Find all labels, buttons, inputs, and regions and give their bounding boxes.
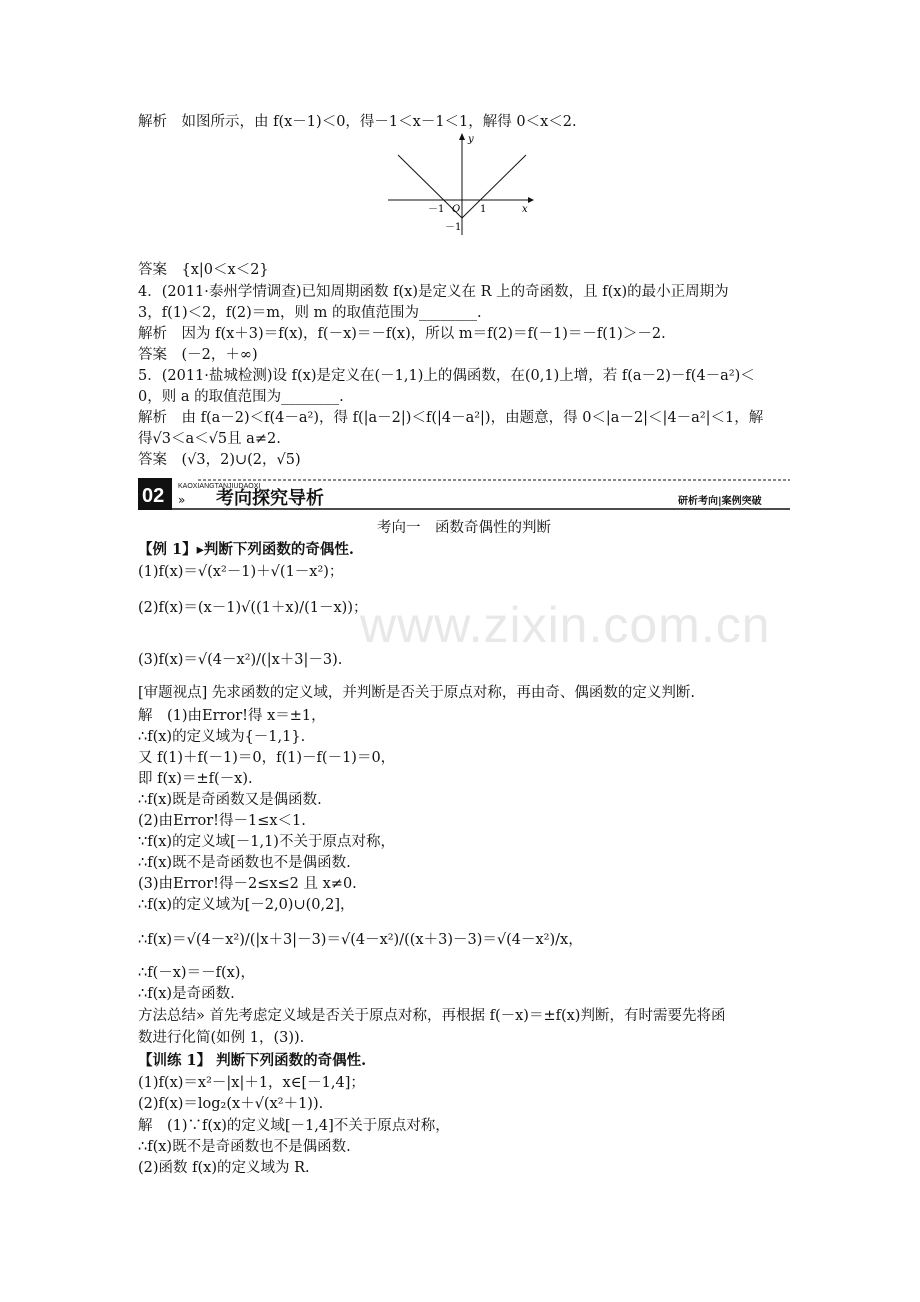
text-line: [审题视点] 先求函数的定义域，并判断是否关于原点对称，再由奇、偶函数的定义判断. bbox=[138, 685, 696, 701]
text-line: 答案 {x|0＜x＜2} bbox=[138, 262, 269, 278]
text-line: 得√3＜a＜√5且 a≠2. bbox=[138, 431, 281, 447]
text-line: ∴f(x)既不是奇函数也不是偶函数. bbox=[138, 1139, 351, 1155]
text-line: 答案 (－2，＋∞) bbox=[138, 347, 258, 363]
text-line: 5．(2011·盐城检测)设 f(x)是定义在(－1,1)上的偶函数，在(0,1)上增，若 f(a－2)－f(4－a²)＜ bbox=[138, 368, 755, 384]
text-line: ∴f(x)的定义域为[－2,0)∪(0,2]， bbox=[138, 897, 355, 913]
text-line: 解析 因为 f(x＋3)＝f(x)，f(－x)＝－f(x)，所以 m＝f(2)＝f(－1)＝－f(1)＞－2. bbox=[138, 326, 666, 342]
text-line: ∴f(x)既是奇函数又是偶函数. bbox=[138, 792, 322, 808]
text-line: 解 (1)∵f(x)的定义域[－1,4]不关于原点对称， bbox=[138, 1118, 450, 1134]
neg-one-x-label: －1 bbox=[428, 204, 445, 215]
abs-value-graph bbox=[388, 130, 538, 240]
text-line: (2)函数 f(x)的定义域为 R. bbox=[138, 1160, 310, 1176]
text-line: 3，f(1)＜2，f(2)＝m，则 m 的取值范围为________. bbox=[138, 305, 482, 321]
text-line: 解析 如图所示，由 f(x－1)＜0，得－1＜x－1＜1，解得 0＜x＜2. bbox=[138, 114, 577, 130]
text-line: 4．(2011·泰州学情调查)已知周期函数 f(x)是定义在 R 上的奇函数，且 f(x)的最小正周期为 bbox=[138, 284, 729, 300]
text-line: 解析 由 f(a－2)＜f(4－a²)，得 f(|a－2|)＜f(|4－a²|)，由题意，得 0＜|a－2|＜|4－a²|＜1，解 bbox=[138, 410, 764, 426]
banner-number: 02 bbox=[142, 485, 165, 507]
text-line: 又 f(1)＋f(－1)＝0，f(1)－f(－1)＝0， bbox=[138, 750, 396, 766]
text-line: ∴f(－x)＝－f(x)， bbox=[138, 965, 255, 981]
text-line: 答案 (√3，2)∪(2，√5) bbox=[138, 452, 301, 468]
section-banner bbox=[138, 478, 790, 510]
text-line: (2)f(x)＝log₂(x＋√(x²＋1)). bbox=[138, 1096, 324, 1112]
text-line: 解 (1)由Error!得 x＝±1， bbox=[138, 708, 326, 724]
text-line: ∴f(x)是奇函数. bbox=[138, 986, 235, 1002]
banner-right-text: 研析考向|案例突破 bbox=[678, 496, 762, 507]
text-line: (3)由Error!得－2≤x≤2 且 x≠0. bbox=[138, 876, 357, 892]
example-heading: 【例 1】▸判断下列函数的奇偶性. bbox=[138, 541, 354, 558]
banner-pinyin: KAOXIANGTANJIUDAOXI bbox=[178, 483, 261, 490]
text-line: 即 f(x)＝±f(－x). bbox=[138, 771, 253, 787]
banner-title: 考向探究导析 bbox=[216, 488, 324, 509]
text-line: 0，则 a 的取值范围为________. bbox=[138, 389, 344, 405]
text-line: 数进行化简(如例 1，(3)). bbox=[138, 1030, 305, 1046]
neg-one-y-label: －1 bbox=[445, 222, 462, 233]
method-summary: 方法总结» 首先考虑定义域是否关于原点对称，再根据 f(－x)＝±f(x)判断，有时需要先将函 bbox=[138, 1008, 726, 1024]
text-line: (3)f(x)＝√(4－x²)/(|x＋3|－3). bbox=[138, 652, 343, 668]
svg-text:»: » bbox=[178, 493, 186, 507]
x-axis-label: x bbox=[522, 204, 528, 215]
y-axis-label: y bbox=[468, 134, 474, 145]
text-line: ∴f(x)的定义域为{－1,1}. bbox=[138, 729, 306, 745]
text-line: (2)f(x)＝(x－1)√((1＋x)/(1－x))； bbox=[138, 600, 368, 616]
watermark: www.zixin.com.cn bbox=[360, 597, 771, 653]
training-heading: 【训练 1】 判断下列函数的奇偶性. bbox=[138, 1052, 367, 1069]
section-heading: 考向一 函数奇偶性的判断 bbox=[377, 520, 551, 536]
text-line: ∴f(x)既不是奇函数也不是偶函数. bbox=[138, 855, 351, 871]
text-line: ∴f(x)＝√(4－x²)/(|x＋3|－3)＝√(4－x²)/((x＋3)－3)＝√(4－x²)/x， bbox=[138, 932, 583, 948]
text-line: (1)f(x)＝x²－|x|＋1，x∈[－1,4]； bbox=[138, 1075, 365, 1091]
text-line: (2)由Error!得－1≤x＜1. bbox=[138, 813, 306, 829]
text-line: ∵f(x)的定义域[－1,1)不关于原点对称， bbox=[138, 834, 395, 850]
origin-label: O bbox=[452, 204, 461, 215]
one-x-label: 1 bbox=[480, 204, 487, 215]
text-line: (1)f(x)＝√(x²－1)＋√(1－x²)； bbox=[138, 564, 344, 580]
